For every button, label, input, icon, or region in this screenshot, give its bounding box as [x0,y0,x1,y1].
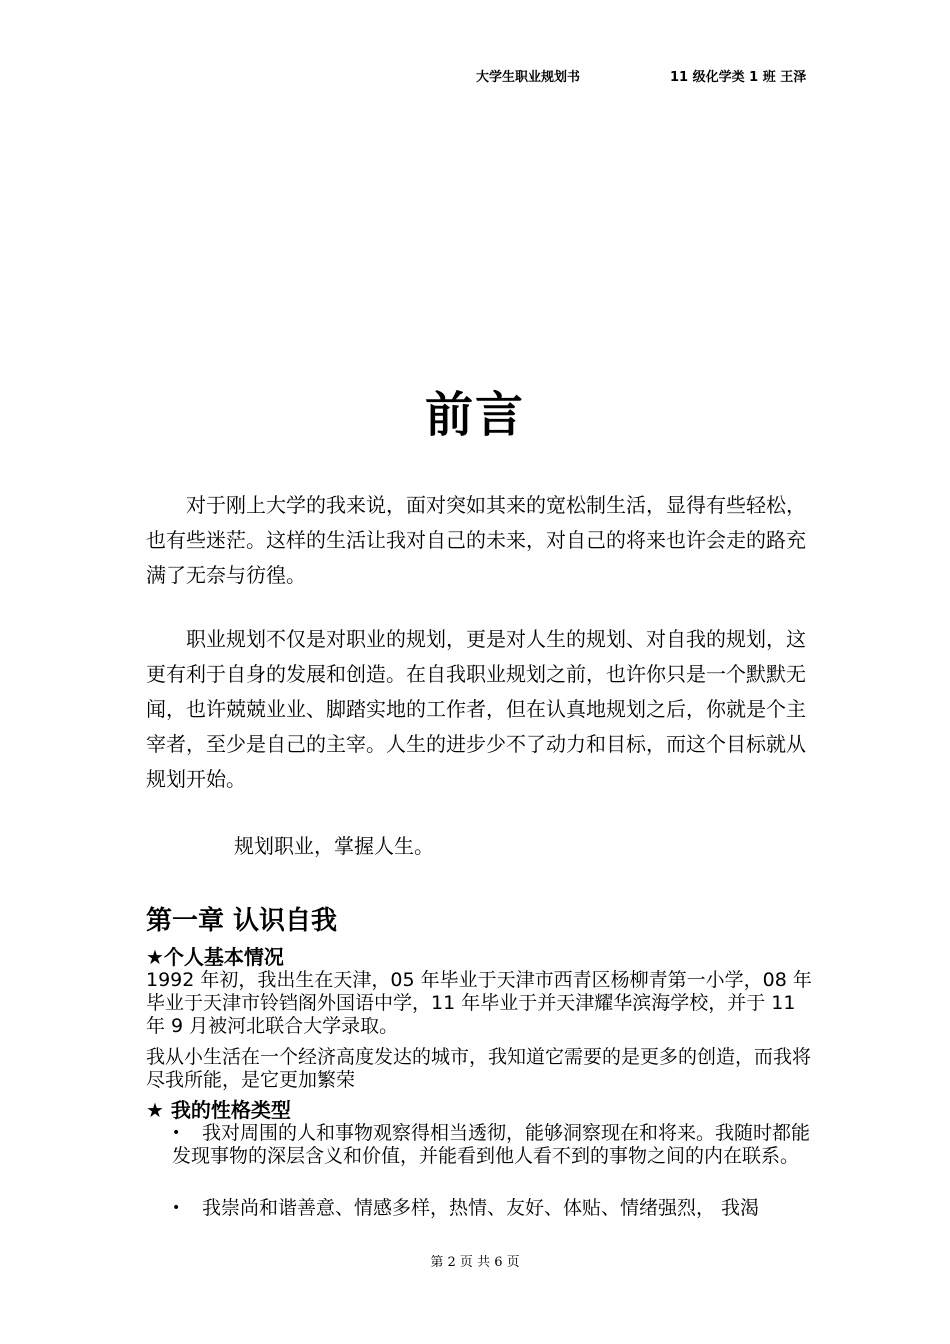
chapter-title: 第一章 认识自我 [146,906,338,936]
preface-paragraph-1: 对于刚上大学的我来说，面对突如其来的宽松制生活，显得有些轻松，也有些迷茫。这样的生活让我对自己的未来，对自己的将来也许会走的路充满了无奈与彷徨。 [146,493,806,587]
preface-paragraph-2: 职业规划不仅是对职业的规划，更是对人生的规划、对自我的规划，这更有利于自身的发展和创造。在自我职业规划之前，也许你只是一个默默无闻，也许兢兢业业、脚踏实地的工作者，但在认真地规划之后，你就是个主宰者，至少是自己的主宰。人生的进步少不了动力和目标，而这个目标就从规划开始。 [146,627,806,791]
preface-motto: 规划职业，掌握人生。 [234,834,434,858]
list-item [172,1197,814,1220]
page-title: 前言 [424,387,525,443]
bullet-dot-icon: • [172,1125,181,1141]
section-heading-personality: ★ 我的性格类型 [146,1098,291,1122]
header-author: 11 级化学类 1 班 王泽 [670,70,807,85]
page-footer: 第 2 页 共 6 页 [430,1255,520,1270]
list-item-text: 我崇尚和谐善意、情感多样，热情、友好、体贴、情绪强烈， 我渴 [202,1197,760,1219]
section-heading-basic-info: ★个人基本情况 [146,945,284,969]
basic-info-paragraph-2: 我从小生活在一个经济高度发达的城市，我知道它需要的是更多的创造，而我将尽我所能，是它更加繁荣 [146,1046,812,1091]
bullet-dot-icon: • [172,1200,181,1216]
page-header [0,66,950,88]
basic-info-paragraph-1: 1992 年初，我出生在天津，05 年毕业于天津市西青区杨柳青第一小学，08 年毕业于天津市铃铛阁外国语中学，11 年毕业于并天津耀华滨海学校，并于 11 年 9 月被河北联合大学录取。 [146,969,812,1037]
list-item-text: 我对周围的人和事物观察得相当透彻，能够洞察现在和将来。我随时都能发现事物的深层含义和价值，并能看到他人看不到的事物之间的内在联系。 [172,1122,811,1167]
header-doc-title: 大学生职业规划书 [476,70,581,85]
list-item [172,1122,814,1168]
